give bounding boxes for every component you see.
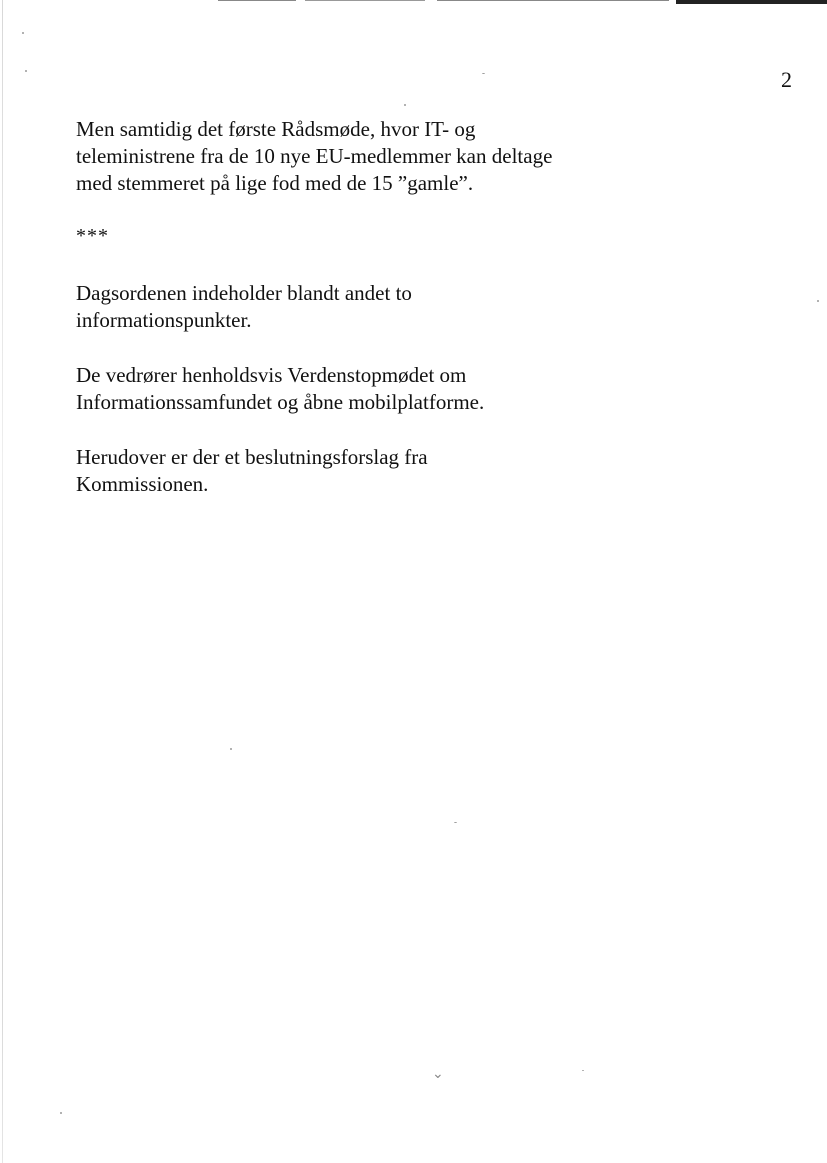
- scan-speck: [230, 748, 232, 750]
- scan-artifact-rule: [305, 0, 425, 1]
- paragraph: Dagsordenen indeholder blandt andet to informationspunkter.: [76, 281, 412, 332]
- paragraph: De vedrører henholdsvis Verdenstopmødet om Informationssamfundet og åbne mobilplatforme.: [76, 363, 485, 414]
- scan-speck: [454, 822, 457, 823]
- scan-speck: [60, 1112, 62, 1114]
- paragraph: Men samtidig det første Rådsmøde, hvor IT- og teleministrene fra de 10 nye EU-medlemmer kan deltage med stemmeret på lige fod med de 15 ”gamle”.: [76, 117, 553, 195]
- scan-artifact-rule: [437, 0, 669, 1]
- scan-speck: [22, 32, 24, 34]
- scan-speck: [404, 104, 406, 106]
- scan-speck: [25, 70, 27, 72]
- scan-artifact-edge: [2, 0, 3, 1163]
- paragraph: Herudover er der et beslutningsforslag fra Kommissionen.: [76, 445, 428, 496]
- document-body: [76, 116, 636, 498]
- scan-speck: [817, 300, 819, 302]
- scan-speck: [582, 1070, 584, 1071]
- scan-artifact-mark: ⌄: [432, 1066, 444, 1082]
- scan-artifact-rule: [218, 0, 296, 1]
- scan-speck: [482, 73, 485, 74]
- page-number: 2: [781, 67, 792, 92]
- section-separator: ***: [76, 225, 109, 247]
- scan-artifact-rule: [676, 0, 827, 4]
